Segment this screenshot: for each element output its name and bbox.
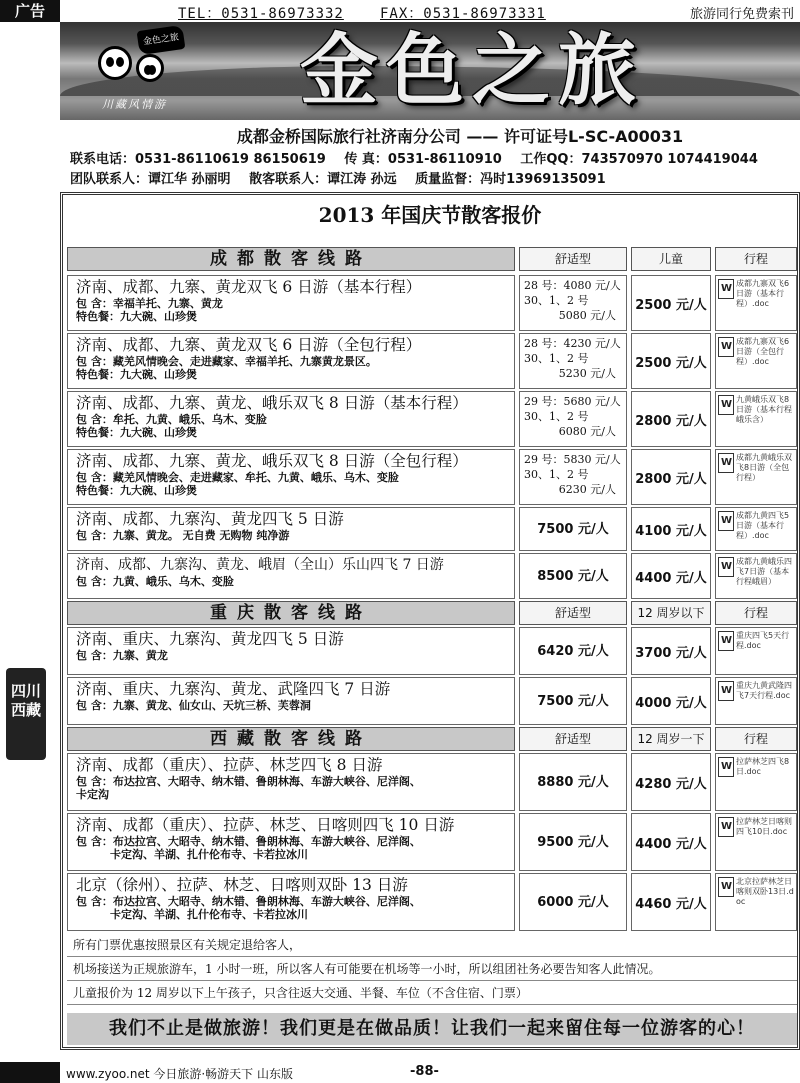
contact-line-1 [70,148,772,167]
col-price-header: 舒适型 [519,601,627,625]
word-doc-icon [718,453,734,473]
doc-filename: 成都九寨双飞6日游（基本行程）.doc [736,279,790,308]
child-price: 4100 元/人 [631,507,711,551]
price-cell: 8500 元/人 [519,553,627,599]
child-price: 4280 元/人 [631,753,711,811]
word-doc-icon [718,557,734,577]
route-cell [67,873,515,931]
footer-bar [0,1062,60,1083]
route-cell [67,333,515,389]
route-row [67,333,797,389]
route-cell [67,813,515,871]
doc-filename: 拉萨林芝四飞8日.doc [736,757,790,776]
company-logo [80,28,190,116]
itinerary-doc[interactable] [715,813,797,871]
word-doc-icon [718,395,734,415]
route-row [67,753,797,811]
route-row [67,275,797,331]
company-name: 成都金桥国际旅行社济南分公司 —— 许可证号L-SC-A00031 [236,127,684,146]
route-includes: 包 含：九寨、黄龙 [76,649,168,662]
word-doc-icon [718,681,734,701]
child-price: 2800 元/人 [631,391,711,447]
route-includes: 包 含：幸福羊托、九寨、黄龙 [76,297,223,310]
route-meals: 特色餐：九大碗、山珍煲 [76,484,197,497]
word-doc-icon [718,337,734,357]
child-price: 3700 元/人 [631,627,711,675]
price-cell [519,333,627,389]
route-includes-cont: 卡定沟、羊湖、扎什伦布寺、卡若拉冰川 [110,908,308,921]
panda-icon [98,46,132,80]
price-cell: 8880 元/人 [519,753,627,811]
route-row [67,873,797,931]
route-name: 济南、成都、九寨、黄龙双飞 6 日游（基本行程） [76,278,422,296]
price-line: 30、1、2 号 [524,410,589,423]
route-meals: 特色餐：九大碗、山珍煲 [76,310,197,323]
price-cell [519,449,627,505]
price-table-card [60,192,800,1050]
col-child-header: 儿童 [631,247,711,271]
route-name: 济南、成都、九寨沟、黄龙四飞 5 日游 [76,510,344,528]
route-meals: 特色餐：九大碗、山珍煲 [76,426,197,439]
route-includes: 包 含：藏羌风情晚会、走进藏家、幸福羊托、九寨黄龙景区。 [76,355,377,368]
route-includes: 包 含：九寨、黄龙。 无自费 无购物 纯净游 [76,529,290,542]
publication-name: 旅游同行免费索刊 [689,7,794,22]
itinerary-doc[interactable] [715,449,797,505]
price-line: 29 号：5830 元/人 [524,453,621,466]
route-name: 济南、成都（重庆）、拉萨、林芝、日喀则四飞 10 日游 [76,816,455,834]
route-cell [67,627,515,675]
slogan: 我们不止是做旅游！我们更是在做品质！让我们一起来留住每一位游客的心！ [67,1013,797,1045]
route-includes-cont: 卡定沟、羊湖、扎什伦布寺、卡若拉冰川 [110,848,308,861]
quality-supervision: 质量监督：冯时13969135091 [415,172,606,187]
price-line: 6230 元/人 [558,483,616,496]
route-cell [67,553,515,599]
route-cell [67,391,515,447]
price-line: 5230 元/人 [558,367,616,380]
route-name: 北京（徐州）、拉萨、林芝、日喀则双卧 13 日游 [76,876,408,894]
price-line: 30、1、2 号 [524,294,589,307]
col-child-header: 12 周岁以下 [631,601,711,625]
child-price: 4000 元/人 [631,677,711,725]
route-name: 济南、成都、九寨沟、黄龙、峨眉（全山）乐山四飞 7 日游 [76,557,444,573]
child-price: 4400 元/人 [631,553,711,599]
contact-qq: 工作QQ：743570970 1074419044 [520,152,758,167]
price-cell: 6000 元/人 [519,873,627,931]
note-line: 所有门票优惠按照景区有关规定退给客人， [67,933,797,957]
route-includes: 包 含：布达拉宫、大昭寺、纳木错、鲁朗林海、车游大峡谷、尼洋阁、 [76,895,421,908]
itinerary-doc[interactable] [715,553,797,599]
route-name: 济南、成都、九寨、黄龙双飞 6 日游（全包行程） [76,336,422,354]
route-cell [67,753,515,811]
route-includes: 包 含：布达拉宫、大昭寺、纳木错、鲁朗林海、车游大峡谷、尼洋阁、 [76,835,421,848]
route-name: 济南、重庆、九寨沟、黄龙四飞 5 日游 [76,630,344,648]
word-doc-icon [718,279,734,299]
route-row [67,677,797,725]
col-doc-header: 行程 [715,727,797,751]
route-row [67,553,797,599]
side-tab-label: 四川西藏 [6,668,46,760]
doc-filename: 成都九黄峨乐四飞7日游（基本行程峨眉） [736,557,792,586]
route-cell [67,275,515,331]
notes [67,933,797,1013]
route-includes: 包 含：牟托、九黄、峨乐、乌木、变脸 [76,413,267,426]
route-includes: 包 含：九黄、峨乐、乌木、变脸 [76,575,234,588]
route-name: 济南、成都（重庆）、拉萨、林芝四飞 8 日游 [76,756,383,774]
child-price: 4460 元/人 [631,873,711,931]
note-line: 儿童报价为 12 周岁以下上午孩子，只含往返大交通、半餐、车位（不含住宿、门票） [67,981,797,1005]
route-name: 济南、重庆、九寨沟、黄龙、武隆四飞 7 日游 [76,680,391,698]
top-bar [0,0,800,22]
route-row [67,813,797,871]
route-includes-cont: 卡定沟 [76,788,109,801]
section-title: 重庆散客线路 [67,601,515,625]
doc-filename: 成都九寨双飞6日游（全包行程）.doc [736,337,790,366]
route-includes: 包 含：布达拉宫、大昭寺、纳木错、鲁朗林海、车游大峡谷、尼洋阁、 [76,775,421,788]
itinerary-doc[interactable] [715,753,797,811]
route-row [67,627,797,675]
route-cell [67,449,515,505]
ad-label: 广告 [0,0,60,22]
route-cell [67,507,515,551]
doc-filename: 成都九黄四飞5日游（基本行程）.doc [736,511,790,540]
doc-filename: 重庆四飞5天行程.doc [736,631,790,650]
doc-filename: 拉萨林芝日喀则四飞10日.doc [736,817,792,836]
price-cell: 6420 元/人 [519,627,627,675]
logo-flag: 金色之旅 [137,25,186,55]
col-price-header: 舒适型 [519,247,627,271]
word-doc-icon [718,511,734,531]
price-cell [519,391,627,447]
route-row [67,449,797,505]
banner [60,22,800,120]
price-line: 30、1、2 号 [524,468,589,481]
route-row [67,391,797,447]
child-price: 2800 元/人 [631,449,711,505]
route-meals: 特色餐：九大碗、山珍煲 [76,368,197,381]
col-child-header: 12 周岁一下 [631,727,711,751]
brand-title: 金色之旅 [300,25,645,116]
section-title: 西藏散客线路 [67,727,515,751]
doc-filename: 九黄峨乐双飞8日游（基本行程峨乐含） [736,395,792,424]
price-cell: 7500 元/人 [519,677,627,725]
section-header-chongqing [67,601,797,625]
section-header-tibet [67,727,797,751]
col-price-header: 舒适型 [519,727,627,751]
contact-line-2 [70,168,620,187]
child-price: 2500 元/人 [631,275,711,331]
word-doc-icon [718,757,734,777]
word-doc-icon [718,817,734,837]
price-line: 28 号：4230 元/人 [524,337,621,350]
page-title: 2013 年国庆节散客报价 [318,203,542,227]
team-contact: 团队联系人：谭江华 孙丽明 [70,172,231,187]
section-title: 成都散客线路 [67,247,515,271]
route-includes: 包 含：九寨、黄龙、仙女山、天坑三桥、芙蓉洞 [76,699,311,712]
route-cell [67,677,515,725]
contact-phone: 联系电话：0531-86110619 86150619 [70,152,326,167]
itinerary-doc[interactable] [715,275,797,331]
price-cell: 7500 元/人 [519,507,627,551]
itinerary-doc[interactable] [715,873,797,931]
route-includes: 包 含：藏羌风情晚会、走进藏家、牟托、九黄、峨乐、乌木、变脸 [76,471,399,484]
logo-caption: 川藏风情游 [102,98,167,111]
individual-contact: 散客联系人：谭江涛 孙远 [249,172,397,187]
itinerary-doc[interactable] [715,627,797,675]
footer-site: www.zyoo.net 今日旅游·畅游天下 山东版 [66,1067,293,1081]
child-price: 4400 元/人 [631,813,711,871]
price-line: 5080 元/人 [558,309,616,322]
itinerary-doc[interactable] [715,677,797,725]
doc-filename: 北京拉萨林芝日喀则双卧13日.doc [736,877,794,906]
header-fax: FAX：0531-86973331 [380,6,546,22]
price-line: 28 号：4080 元/人 [524,279,621,292]
route-name: 济南、成都、九寨、黄龙、峨乐双飞 8 日游（全包行程） [76,452,468,470]
section-header-chengdu [67,247,797,271]
price-line: 6080 元/人 [558,425,616,438]
contact-fax: 传 真：0531-86110910 [344,152,502,167]
child-price: 2500 元/人 [631,333,711,389]
col-doc-header: 行程 [715,247,797,271]
page-number: -88- [410,1064,439,1079]
price-line: 30、1、2 号 [524,352,589,365]
price-line: 29 号：5680 元/人 [524,395,621,408]
word-doc-icon [718,877,734,897]
price-cell [519,275,627,331]
note-line: 机场接送为正规旅游车，1 小时一班，所以客人有可能要在机场等一小时，所以组团社务必要告知客人此情况。 [67,957,797,981]
side-tab [0,662,60,766]
doc-filename: 重庆九黄武隆四飞7天行程.doc [736,681,792,700]
doc-filename: 成都九黄峨乐双飞8日游（全包行程） [736,453,792,482]
word-doc-icon [718,631,734,651]
col-doc-header: 行程 [715,601,797,625]
route-row [67,507,797,551]
itinerary-doc[interactable] [715,391,797,447]
itinerary-doc[interactable] [715,333,797,389]
header-tel: TEL：0531-86973332 [178,6,344,22]
panda-icon [136,54,164,82]
itinerary-doc[interactable] [715,507,797,551]
route-name: 济南、成都、九寨、黄龙、峨乐双飞 8 日游（基本行程） [76,394,468,412]
price-cell: 9500 元/人 [519,813,627,871]
footer [0,1062,800,1083]
